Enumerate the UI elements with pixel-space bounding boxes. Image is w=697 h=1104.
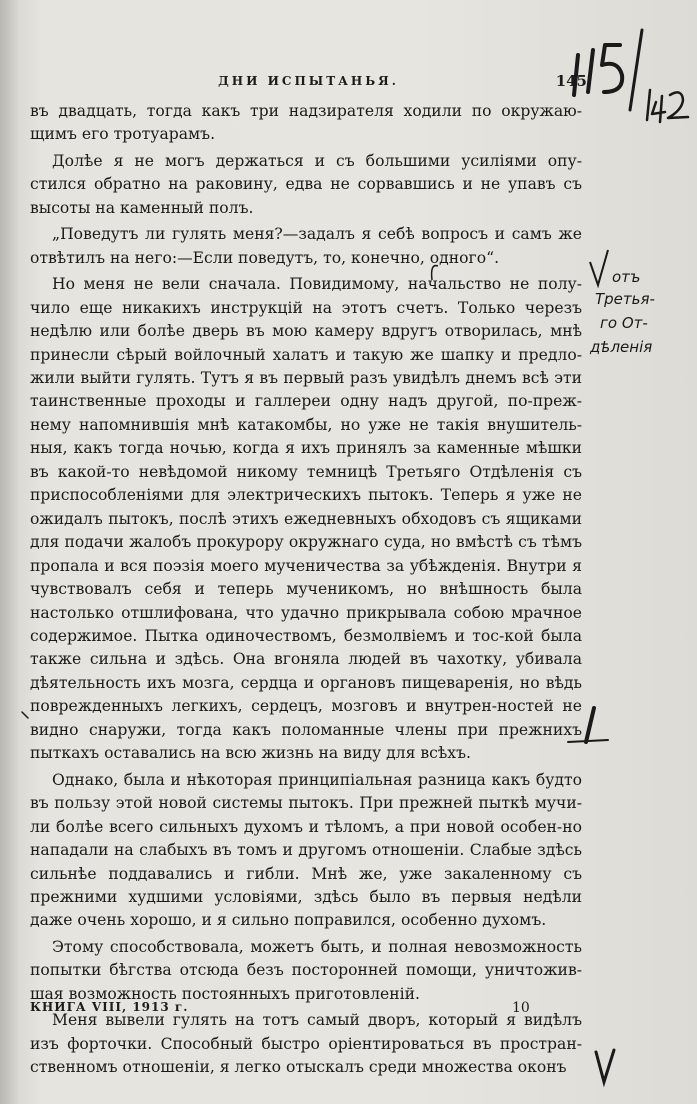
running-title: ДНИ ИСПЫТАНЬЯ.: [218, 74, 399, 88]
margin-note-line: го От-: [600, 314, 648, 332]
margin-note-line: Третья-: [595, 290, 655, 308]
paragraph: Этому способствовала, можетъ быть, и полная невозможность попытки бѣгства отсюда безъ посторонней помощи, уничтожив-шая возможность постоянныхъ приготовленій.: [30, 937, 582, 1003]
paragraph: въ двадцать, тогда какъ три надзирателя ходили по окружаю-щимъ его тротуарамъ.: [30, 102, 582, 144]
check-mark-icon: [596, 1050, 614, 1082]
paragraph: Меня вывели гулять на тотъ самый дворъ, который я видѣлъ изъ форточки. Способный быстро оріентироваться въ простран-ственномъ отношеніи, я легко отыскалъ среди множества оконъ: [30, 1011, 582, 1077]
page-header: [30, 72, 587, 90]
margin-note-line: дѣленія: [590, 338, 653, 356]
check-mark-icon: [590, 250, 608, 285]
signature-mark: 10: [512, 1000, 530, 1016]
paragraph: Но меня не вели сначала. Повидимому, начальство не полу-чило еще никакихъ инструкцій на этотъ счетъ. Только черезъ недѣлю или болѣе дверь въ мою камеру вдругъ отворилась, мнѣ принесли сѣрый войлочный халатъ и такую же шапку и предло-жили выйти гулять. Тутъ я въ первый разъ увидѣлъ днемъ всѣ эти таинственные проходы и галлереи одну надъ другой, по-преж-нему напомнившія мнѣ катакомбы, но уже не такія внушитель-ныя, какъ тогда ночью, когда я ихъ принялъ за каменные мѣшки въ какой-то невѣдомой никому темницѣ Третьяго Отдѣленія съ приспособленіями для электрическихъ пытокъ. Теперь я уже не ожидалъ пытокъ, послѣ этихъ ежедневныхъ обходовъ съ ящиками для подачи жалобъ прокурору окружнаго суда, но вмѣстѣ съ тѣмъ пропала и вся поэзія моего мученичества за убѣжденія. Внутри я чувствовалъ себя и теперь мученикомъ, но внѣшность была настолько отшлифована, что удачно прикрывала собою мрачное содержимое. Пытка одиночествомъ, безмолвіемъ и тос-кой была также сильна и здѣсь. Она вгоняла людей въ чахотку, убивала дѣятельность ихъ мозга, сердца и органовъ пищеваренія, но вѣдь поврежденныхъ легкихъ, сердецъ, мозговъ и внутрен-ностей не видно снаружи, тогда какъ поломанные члены при прежнихъ пыткахъ оставались на всю жизнь на виду для всѣхъ.: [30, 275, 582, 763]
page-number: 145: [555, 72, 587, 90]
body-text: [30, 100, 582, 1080]
paragraph: Долѣе я не могъ держаться и съ большими усиліями опу-стился обратно на раковину, едва не сорвавшись и не упавъ съ высоты на каменный полъ.: [30, 151, 582, 217]
book-reference: КНИГА VIII, 1913 г.: [30, 1000, 189, 1014]
paragraph: „Поведутъ ли гулять меня?—задалъ я себѣ вопросъ и самъ же отвѣтилъ на него:—Если поведутъ, то, конечно, одного“.: [30, 225, 582, 267]
paragraph: Однако, была и нѣкоторая принципіальная разница какъ будто въ пользу этой новой системы пытокъ. При прежней пыткѣ мучи-ли болѣе всего сильныхъ духомъ и тѣломъ, а при новой особен-но нападали на слабыхъ въ томъ и другомъ отношеніи. Слабые здѣсь сильнѣе поддавались и гибли. Мнѣ же, уже закаленному съ прежними худшими условіями, здѣсь было въ первыя недѣли даже очень хорошо, и я сильно поправился, особенно духомъ.: [30, 770, 582, 930]
margin-note-line: отъ: [612, 268, 641, 286]
handwritten-page-numbers: [574, 30, 688, 122]
